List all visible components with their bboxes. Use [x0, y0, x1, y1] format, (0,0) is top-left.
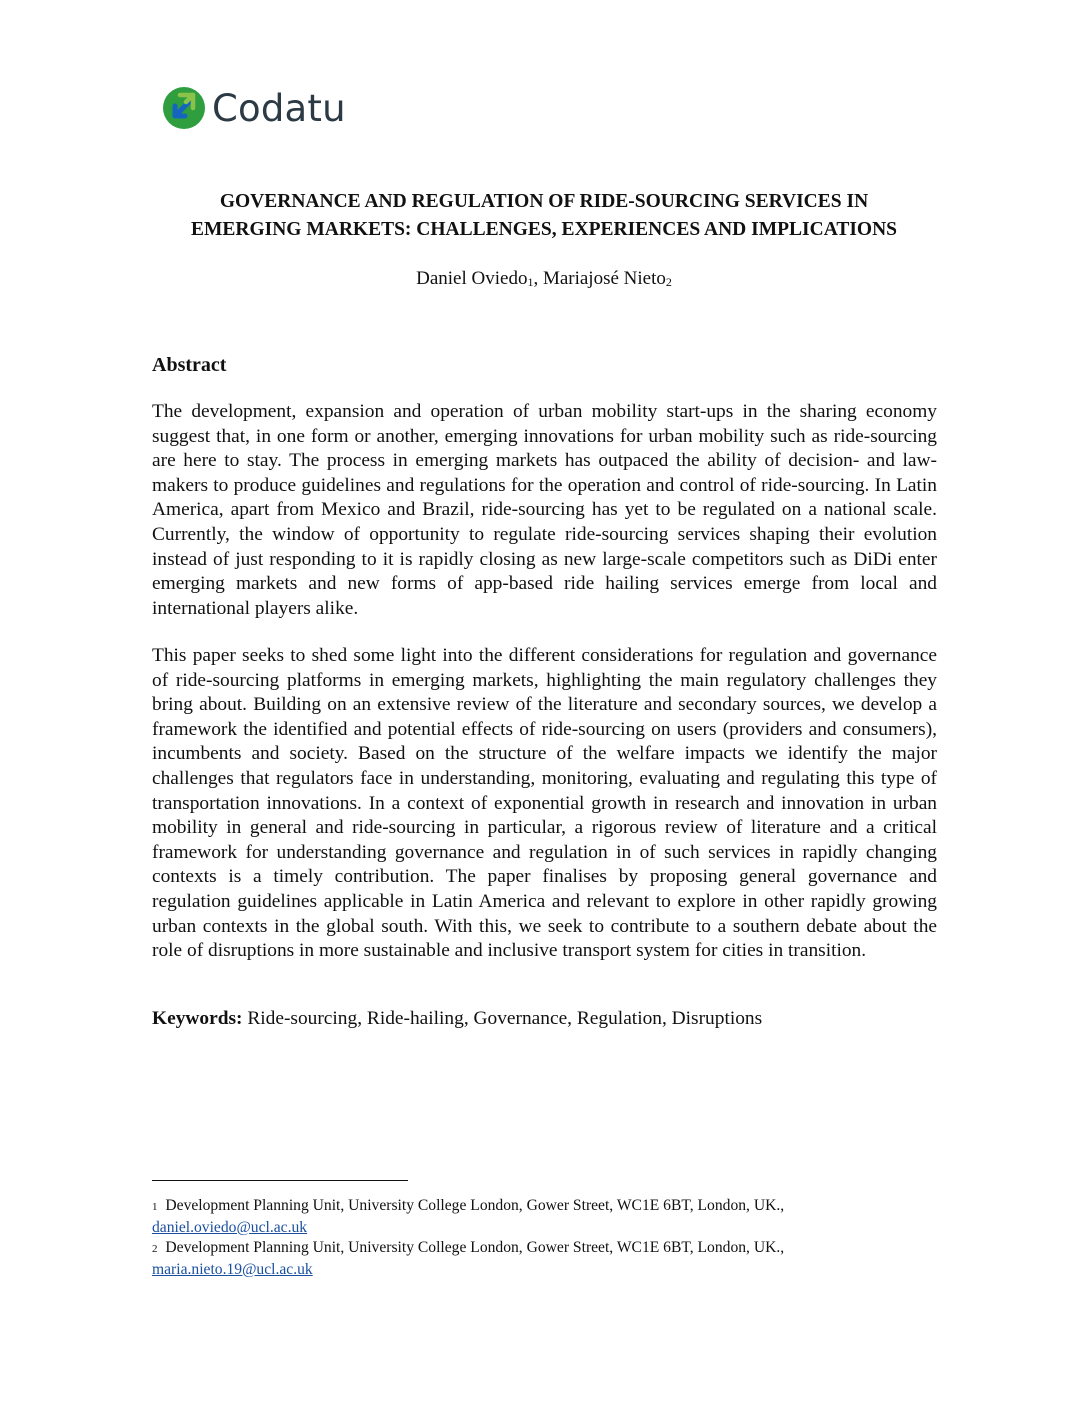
abstract-paragraph-1: The development, expansion and operation of urban mobility start-ups in the sharing economy suggest that, in one form or another, emerging innovations for urban mobility such as ride-sourcing are here to stay. The process in emerging markets has outpaced the ability of decision- and law-makers to produce guidelines and regulations for the operation and control of ride-sourcing. In Latin America, apart from Mexico and Brazil, ride-sourcing has yet to be regulated on a national scale. Currently, the window of opportunity to regulate ride-sourcing services shaping their evolution instead of just responding to it is rapidly closing as new large-scale competitors such as DiDi enter emerging markets and new forms of app-based ride hailing services emerge from local and international players alike. — [152, 401, 937, 619]
footnote-2 — [152, 1238, 952, 1280]
footnote-divider — [152, 1180, 408, 1181]
keywords-label: Keywords: — [152, 1008, 243, 1029]
title-line-1: GOVERNANCE AND REGULATION OF RIDE-SOURCING SERVICES IN — [219, 191, 869, 212]
footnotes — [152, 1196, 952, 1280]
author-2-affiliation-mark: 2 — [665, 275, 672, 289]
abstract-heading: Abstract — [152, 354, 227, 376]
abstract-paragraph-2: This paper seeks to shed some light into the different considerations for regulation and governance of ride-sourcing platforms in emerging markets, highlighting the main regulatory challenges they bring about. Building on an extensive review of the literature and secondary sources, we develop a framework the identified and potential effects of ride-sourcing on users (providers and consumers), incumbents and society. Based on the structure of the welfare impacts we identify the major challenges that regulators face in understanding, monitoring, evaluating and regulating this type of transportation innovations. In a context of exponential growth in research and innovation in urban mobility in general and ride-sourcing in particular, a rigorous review of literature and a critical framework for understanding governance and regulation in of such services in rapidly changing contexts is a timely contribution. The paper finalises by proposing general governance and regulation guidelines applicable in Latin America and relevant to explore in other rapidly growing urban contexts in the global south. With this, we seek to contribute to a southern debate about the role of disruptions in more sustainable and inclusive transport system for cities in transition. — [152, 645, 937, 962]
author-separator: , — [533, 268, 543, 289]
footnote-1-number: 1 — [152, 1201, 158, 1213]
paper-title — [120, 188, 968, 244]
codatu-logo — [162, 84, 346, 132]
footnote-1-email-link[interactable]: daniel.oviedo@ucl.ac.uk — [152, 1218, 308, 1236]
footnote-2-number: 2 — [152, 1243, 158, 1255]
author-1-affiliation-mark: 1 — [527, 275, 534, 289]
footnote-2-email-link[interactable]: maria.nieto.19@ucl.ac.uk — [152, 1260, 313, 1278]
keywords — [152, 1006, 937, 1032]
author-1: Daniel Oviedo — [416, 268, 528, 289]
codatu-arrows-logo-icon — [162, 86, 206, 130]
footnote-1 — [152, 1196, 952, 1238]
logo-text: Codatu — [212, 86, 346, 130]
footnote-1-text: Development Planning Unit, University College London, Gower Street, WC1E 6BT, London, UK., — [161, 1197, 785, 1214]
keywords-list: Ride-sourcing, Ride-hailing, Governance, Regulation, Disruptions — [242, 1008, 763, 1029]
footnote-2-text: Development Planning Unit, University College London, Gower Street, WC1E 6BT, London, UK., — [161, 1239, 785, 1256]
author-2: Mariajosé Nieto — [542, 268, 666, 289]
authors — [120, 266, 968, 295]
title-line-2: EMERGING MARKETS: CHALLENGES, EXPERIENCES AND IMPLICATIONS — [190, 219, 898, 240]
